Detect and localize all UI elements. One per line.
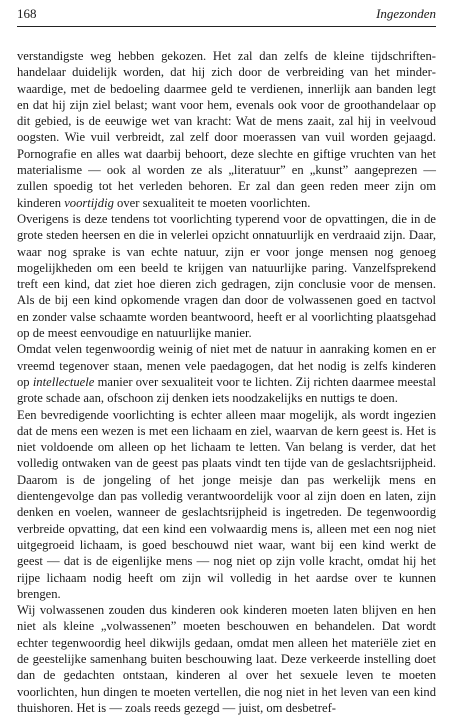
paragraph: [17, 407, 436, 603]
paragraph: [17, 48, 436, 211]
text-run: verstandigste weg hebben gekozen. Het zal dan zelfs de kleine tijdschriftenhandelaar duidelijk worden, dat hij zich door de verbreiding van het minderwaardige, met de bedoeling daarmee geld te verdienen, innerlijk aan banden legt en dat hij zijn ziel belast; want voor hem, evenals ook voor de groothandelaar op dit gebied, is de eeuwige wet van kracht: Wat de mens zaait, zal hij in veelvoud oogsten. Wie vuil verbreidt, zal zelf door moerassen van vuil worden gejaagd. Pornografie en alles wat daarbij behoort, deze slechte en giftige vruchten van het materialisme — ook al worden ze als „literatuur” en „kunst” aangeprezen — zullen spoedig tot het verleden behoren. Er zal dan geen reden meer zijn om kinderen: [17, 49, 436, 210]
text-run: Omdat velen tegenwoordig weinig of niet met de natuur in aanraking komen en er vreemd tegenover staan, menen vele paedagogen, dat het nodig is zelfs kinderen op: [17, 342, 436, 389]
running-header: [17, 6, 436, 27]
section-title: Ingezonden: [376, 6, 436, 21]
text-run: Wij volwassenen zouden dus kinderen ook kinderen moeten laten blijven en hen niet als kleine „volwassenen” moeten beschouwen en behandelen. Dat wordt echter tegenwoordig heel dikwijls gedaan, omdat men alleen het materiële ziet en de geestelijke samenhang buiten beschouwing laat. Deze verkeerde instelling doet dan de gedachten ontstaan, kinderen al over het sexuele leven te moeten voorlichten, hun dingen te moeten vertellen, die nog niet in het leven van een kind thuishoren. Het is — zoals reeds gezegd — juist, om desbetref-: [17, 603, 436, 715]
text-run: Overigens is deze tendens tot voorlichting typerend voor de opvattingen, die in de grote steden heersen en die in velerlei opzicht onnatuurlijk en verdraaid zijn. Daar, waar nog sprake is van echte natuur, zijn er voor jonge mensen nog genoeg mogelijkheden om een beeld te krijgen van natuurlijke paring. Vanzelfsprekend treft een kind, dat ziet hoe dieren zich gedragen, zijn conclusie voor de mensen. Als de bij een kind opkomende vragen dan door de volwassenen goed en tactvol en zonder valse schaamte worden beantwoord, heeft er al voorlichting plaatsgehad op de meest eenvoudige en natuurlijke manier.: [17, 211, 436, 341]
paragraph: [17, 341, 436, 406]
emphasis-text: intellectuele: [32, 374, 95, 389]
paragraph: [17, 211, 436, 341]
text-run: over sexualiteit te moeten voorlichten.: [113, 195, 311, 210]
text-run: manier over sexualiteit voor te lichten. Zij richten daarmee meestal grote schade aan, ofschoon zij denken iets noodzakelijks en nuttigs te doen.: [17, 374, 436, 406]
page-number: 168: [17, 6, 37, 21]
text-run: Een bevredigende voorlichting is echter alleen maar mogelijk, als wordt ingezien dat de mens een wezen is met een lichaam en ziel, waarvan de kern geest is. Het is niet voldoende om alleen op het lichaam te letten. Van belang is verder, dat het volledig ontwaken van de geest pas plaats vindt ten tijde van de geslachtsrijpheid. Daarom is de jongeling of het jonge meisje dan pas werkelijk mens en dientengevolge dan pas volledig verantwoordelijk voor al zijn doen en laten, zijn denken en voelen, wanneer de geslachtsrijpheid is ingetreden. De tegenwoordig verbreide opvatting, dat een kind een volwaardig mens is, alleen met een nog niet uitgegroeid lichaam, is goed beschouwd niet waar, want bij een kind werkt de geest — dat is de eigenlijke mens — nog niet op zijn volle kracht, omdat hij het rijpe lichaam nodig heeft om zijn wil volledig in het aardse over te kunnen brengen.: [17, 407, 436, 601]
body-text: [17, 48, 436, 716]
emphasis-text: voortijdig: [64, 195, 114, 210]
paragraph: [17, 602, 436, 716]
